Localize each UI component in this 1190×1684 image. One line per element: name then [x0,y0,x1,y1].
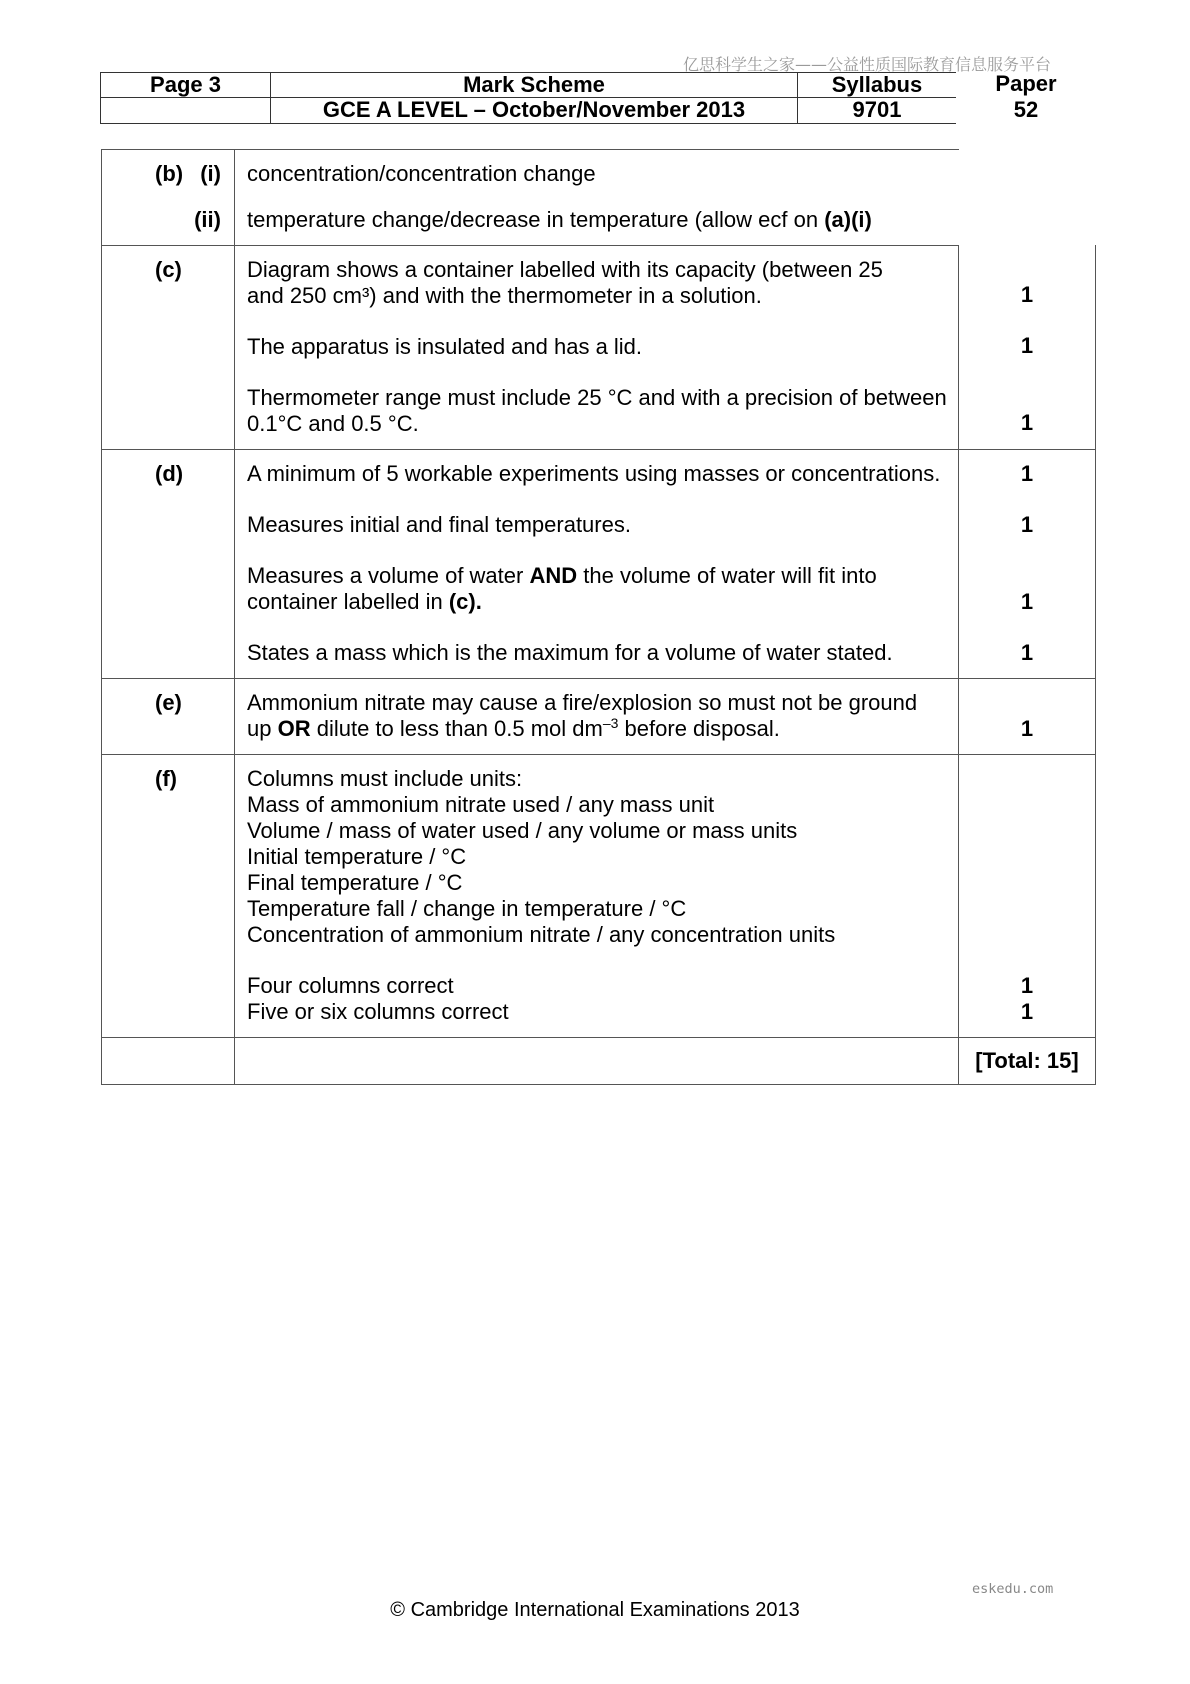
marks-line [959,896,1095,922]
header-syllabus-code: 9701 [798,98,956,124]
watermark-bottom: eskedu.com [972,1581,1054,1597]
answer-cell [235,449,959,678]
answer-paragraph [247,161,959,187]
marks-block [959,563,1095,615]
answer-text: Ammonium nitrate may cause a fire/explosion so must not be ground [247,690,918,715]
label-line [102,973,234,999]
total-marks-cell [959,1037,1096,1085]
answer-text: dilute to less than 0.5 mol dm [310,716,603,741]
answer-text: Four columns correct [247,973,454,998]
header-title: Mark Scheme [271,72,798,98]
answer-text-bold: OR [277,716,311,741]
answer-paragraph [247,766,958,948]
answer-line [247,385,958,411]
question-row [101,678,1096,754]
header-exam: GCE A LEVEL – October/November 2013 [271,98,798,124]
marks-line [959,844,1095,870]
mark-value: 1 [1020,589,1034,614]
answer-paragraph [247,973,958,1025]
total-marks: [Total: 15] [975,1048,1079,1073]
answer-text-bold: AND [529,563,578,588]
marks-line [959,973,1095,999]
label-line [102,896,234,922]
label-line [102,207,234,233]
answer-text: Mass of ammonium nitrate used / any mass unit [247,792,715,817]
answer-text: A minimum of 5 workable experiments using masses or concentrations. [247,461,941,486]
marks-cell [959,678,1096,754]
answer-text: Temperature fall / change in temperature / °C [247,896,687,921]
label-line [102,844,234,870]
question-row [101,449,1096,678]
answer-line [247,589,958,615]
header-paper-number: 52 [1013,97,1039,122]
marks-cell [959,754,1096,1037]
label-line [102,870,234,896]
mark-value: 1 [1020,973,1034,998]
marks-line [959,384,1095,410]
marks-line [959,256,1095,282]
marks-line [959,206,1096,232]
question-label-cell [101,678,235,754]
label-line [102,385,234,411]
label-line [102,563,234,589]
marks-line [959,563,1095,589]
question-row [101,149,1096,245]
label-line [102,640,234,666]
label-line [102,818,234,844]
label-line [102,283,234,309]
mark-value: 1 [1020,512,1034,537]
marks-line [959,792,1095,818]
label-block [102,207,234,233]
answer-paragraph [247,385,958,437]
marks-line [959,282,1095,308]
marks-block [959,690,1095,742]
marks-line [959,160,1096,186]
question-label-cell [101,245,235,449]
watermark-top: 亿思科学生之家——公益性质国际教育信息服务平台 [683,55,1052,74]
label-line [102,512,234,538]
answer-line [247,973,958,999]
mark-value: 1 [1020,282,1034,307]
answer-line [247,563,958,589]
marks-block [959,256,1095,308]
label-line [102,589,234,615]
marks-block [959,206,1096,232]
label-block [102,385,234,437]
answer-paragraph [247,257,958,309]
label-line [102,257,234,283]
total-answer-cell [235,1037,959,1085]
answer-line [247,334,958,360]
answer-line [247,844,958,870]
marks-block [959,973,1095,1025]
answer-line [247,792,958,818]
header-page: Page 3 [100,72,271,98]
label-line [102,461,234,487]
answer-text: before disposal. [618,716,780,741]
total-row [101,1037,1096,1085]
answer-paragraph [247,640,958,666]
answer-text: Measures initial and final temperatures. [247,512,631,537]
answer-line [247,766,958,792]
mark-value: 1 [1020,640,1034,665]
answer-text-bold: (c). [448,589,482,614]
question-row [101,245,1096,449]
answer-text: Concentration of ammonium nitrate / any concentration units [247,922,836,947]
marks-line [959,640,1095,666]
label-line [102,999,234,1025]
answer-paragraph [247,334,958,360]
label-block [102,257,234,309]
question-label-cell [101,754,235,1037]
header-paper-label: Paper [995,71,1057,96]
answer-text: Measures a volume of water [247,563,530,588]
answer-line [247,161,959,187]
answer-text: Thermometer range must include 25 °C and with a precision of between [247,385,947,410]
marks-line [959,818,1095,844]
answer-text: 0.1°C and 0.5 °C. [247,411,419,436]
answer-text: concentration/concentration change [247,161,596,186]
answer-line [247,411,958,437]
answer-text: container labelled in [247,589,449,614]
label-block [102,690,234,742]
answer-paragraph [247,563,958,615]
mark-scheme-table [101,149,1096,1085]
answer-line [247,207,959,233]
label-block [102,640,234,666]
answer-line [247,716,958,742]
answer-line [247,461,958,487]
marks-line [959,690,1095,716]
answer-line [247,640,958,666]
header-empty-cell [100,98,271,124]
label-line [102,161,234,187]
answer-text-bold: (a)(i) [824,207,872,232]
marks-line [959,999,1095,1025]
answer-line [247,818,958,844]
question-label: (b) [155,161,184,186]
marks-block [959,512,1095,538]
answer-paragraph [247,461,958,487]
answer-text: and 250 cm³) and with the thermometer in a solution. [247,283,762,308]
label-line [102,716,234,742]
marks-block [959,333,1095,359]
question-label-cell [101,449,235,678]
answer-text: Initial temperature / °C [247,844,467,869]
mark-value: 1 [1020,410,1034,435]
label-block [102,334,234,360]
answer-text: up [247,716,278,741]
mark-value: 1 [1020,999,1034,1024]
header-table [100,72,1096,124]
answer-text: Five or six columns correct [247,999,509,1024]
answer-line [247,896,958,922]
answer-text: Diagram shows a container labelled with its capacity (between 25 [247,257,883,282]
answer-cell [235,149,959,245]
marks-line [959,512,1095,538]
sub-part-label: (ii) [194,207,221,232]
marks-line [959,589,1095,615]
question-label: (f) [155,766,177,791]
answer-line [247,257,958,283]
answer-text: Volume / mass of water used / any volume or mass units [247,818,798,843]
answer-text: the volume of water will fit into [577,563,877,588]
mark-value: 1 [1020,333,1034,358]
answer-text: Final temperature / °C [247,870,463,895]
mark-value: 1 [1020,716,1034,741]
answer-text: temperature change/decrease in temperature (allow ecf on [247,207,825,232]
answer-cell [235,754,959,1037]
answer-cell [235,678,959,754]
label-block [102,766,234,948]
question-label-cell [101,149,235,245]
marks-line [959,333,1095,359]
answer-line [247,283,958,309]
total-line [959,1048,1095,1074]
label-block [102,161,234,187]
answer-superscript: –3 [602,715,619,731]
marks-block [959,384,1095,436]
answer-text: Columns must include units: [247,766,523,791]
answer-cell [235,245,959,449]
label-block [102,512,234,538]
answer-line [247,690,958,716]
marks-cell [959,245,1096,449]
marks-cell [959,449,1096,678]
label-line [102,792,234,818]
marks-block [959,461,1095,487]
marks-line [959,716,1095,742]
copyright-footer: © Cambridge International Examinations 2013 [390,1599,800,1621]
label-block [102,973,234,1025]
label-line [102,411,234,437]
answer-text: States a mass which is the maximum for a volume of water stated. [247,640,893,665]
marks-line [959,922,1095,948]
answer-line [247,999,958,1025]
label-line [102,766,234,792]
question-row [101,754,1096,1037]
label-line [102,690,234,716]
label-block [102,563,234,615]
answer-paragraph [247,207,959,233]
answer-paragraph [247,512,958,538]
sub-part-label: (i) [200,161,221,186]
marks-block [959,640,1095,666]
marks-line [959,766,1095,792]
question-label: (e) [155,690,182,715]
answer-text: The apparatus is insulated and has a lid. [247,334,643,359]
label-line [102,922,234,948]
label-line [102,334,234,360]
marks-cell [959,149,1096,245]
answer-line [247,922,958,948]
answer-line [247,870,958,896]
question-label: (d) [155,461,184,486]
marks-line [959,461,1095,487]
total-label-cell [101,1037,235,1085]
marks-line [959,410,1095,436]
label-block [102,461,234,487]
answer-line [247,512,958,538]
header-syllabus-label: Syllabus [798,72,956,98]
marks-block [959,766,1095,948]
marks-block [959,160,1096,186]
answer-paragraph [247,690,958,742]
marks-line [959,870,1095,896]
question-label: (c) [155,257,182,282]
mark-value: 1 [1020,461,1034,486]
